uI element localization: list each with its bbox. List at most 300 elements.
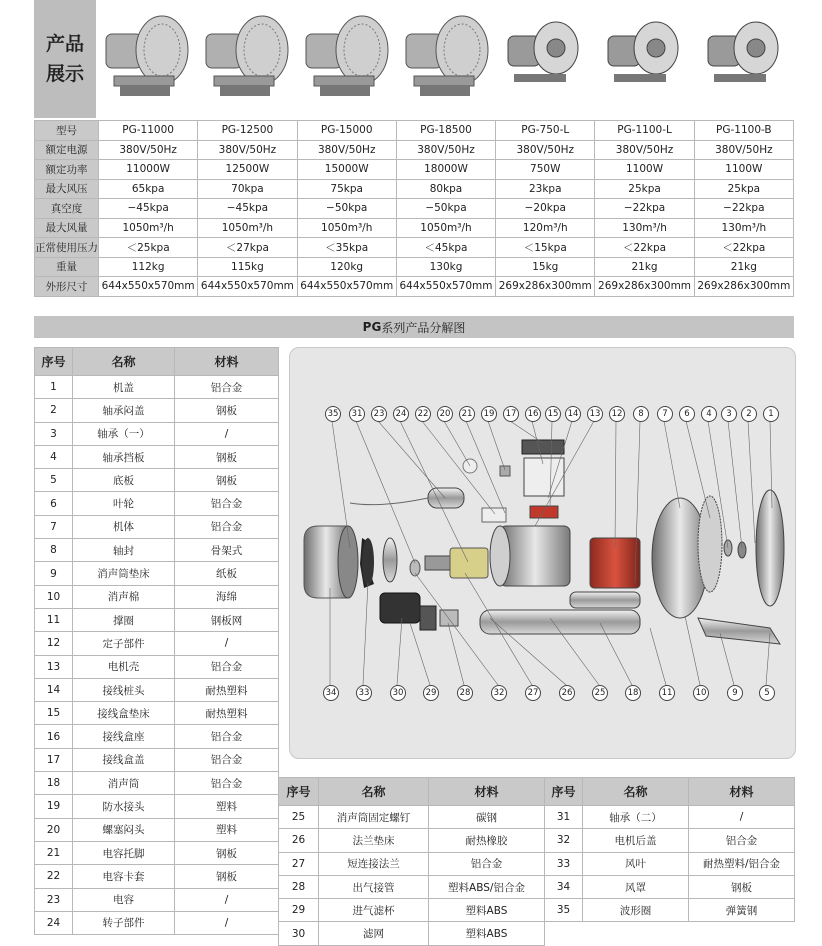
label-line2: 展示 [45,63,84,85]
spec-cell: ＜22kpa [694,238,793,258]
spec-row [35,140,794,160]
spec-cell: 130m³/h [694,218,793,238]
callout-label: 26 [559,685,575,701]
spec-cell: PG-1100-L [595,121,694,141]
part-name: 电容卡套 [73,865,175,888]
parts-row [279,875,545,898]
part-no: 12 [35,632,73,655]
filter-mesh [420,606,436,630]
parts-row [279,829,545,852]
part-material: / [689,806,795,829]
spec-cell: 1050m³/h [396,218,495,238]
spec-cell: PG-1100-B [694,121,793,141]
parts-row [545,899,795,922]
spec-cell: ＜45kpa [396,238,495,258]
part-material: 钢板网 [175,608,279,631]
spec-cell: 380V/50Hz [99,140,198,160]
part-name: 滤网 [319,922,429,945]
part-no: 34 [545,875,583,898]
part-material: 铝合金 [175,376,279,399]
header-no: 序号 [545,778,583,806]
parts-row [35,469,279,492]
spec-cell: 1050m³/h [99,218,198,238]
parts-row [35,795,279,818]
part-no: 10 [35,585,73,608]
parts-row [35,655,279,678]
junction-box-base [524,458,564,496]
part-no: 31 [545,806,583,829]
part-no: 16 [35,725,73,748]
spec-cell: PG-15000 [297,121,396,141]
spec-cell: 1100W [694,160,793,180]
part-material: 铝合金 [429,852,545,875]
parts-table-left [34,347,279,935]
part-material: 铝合金 [175,515,279,538]
section-title-prefix: PG [362,320,382,334]
callout-label: 11 [659,685,675,701]
part-no: 4 [35,445,73,468]
fan-blades [360,538,374,588]
spec-row [35,238,794,258]
label-line1: 产品 [45,33,84,55]
part-no: 2 [35,399,73,422]
exploded-diagram [289,347,796,759]
part-no: 20 [35,818,73,841]
callout-label: 24 [393,406,409,422]
spec-row-label: 型号 [35,121,99,141]
part-no: 24 [35,911,73,934]
spec-cell: ＜27kpa [198,238,297,258]
part-name: 撑圈 [73,608,175,631]
impeller [698,496,722,592]
part-material: 耐热塑料 [175,678,279,701]
part-material: 塑料ABS [429,899,545,922]
parts-row [35,888,279,911]
spec-cell: 11000W [99,160,198,180]
part-name: 接线盒垫床 [73,702,175,725]
spec-cell: ＜35kpa [297,238,396,258]
part-name: 消声筒 [73,772,175,795]
part-material: 钢板 [175,469,279,492]
part-name: 轴承挡板 [73,445,175,468]
parts-row [35,841,279,864]
callout-label: 10 [693,685,709,701]
part-name: 轴承（二） [583,806,689,829]
header-material: 材料 [175,348,279,376]
part-material: 塑料 [175,818,279,841]
product-image [598,6,694,110]
part-name: 螺塞闷头 [73,818,175,841]
spec-cell: PG-11000 [99,121,198,141]
spec-cell: 1050m³/h [297,218,396,238]
spec-cell: PG-750-L [496,121,595,141]
part-no: 32 [545,829,583,852]
parts-row [545,852,795,875]
part-no: 1 [35,376,73,399]
part-name: 风罩 [583,875,689,898]
part-no: 7 [35,515,73,538]
callout-label: 13 [587,406,603,422]
part-material: / [175,632,279,655]
fan-cover-rim [338,526,358,598]
part-no: 26 [279,829,319,852]
part-no: 23 [35,888,73,911]
part-no: 29 [279,899,319,922]
spec-cell: 380V/50Hz [496,140,595,160]
spec-row [35,199,794,219]
part-name: 波形圈 [583,899,689,922]
spec-cell: 269x286x300mm [595,277,694,297]
callout-label: 1 [763,406,779,422]
part-name: 消声筒固定螺钉 [319,806,429,829]
callout-label: 32 [491,685,507,701]
part-name: 接线盒盖 [73,748,175,771]
part-name: 消声棉 [73,585,175,608]
section-title-bar [34,316,794,338]
part-name: 轴封 [73,539,175,562]
product-image [698,6,794,110]
header-material: 材料 [429,778,545,806]
parts-row [545,875,795,898]
callout-label: 20 [437,406,453,422]
callout-label: 3 [721,406,737,422]
spec-cell: 21kg [595,257,694,277]
parts-row [35,865,279,888]
part-name: 电容 [73,888,175,911]
part-no: 22 [35,865,73,888]
part-material: 钢板 [175,445,279,468]
spec-row [35,218,794,238]
spec-row-label: 正常使用压力 [35,238,99,258]
parts-row [35,608,279,631]
part-material: / [175,888,279,911]
part-name: 轴承（一） [73,422,175,445]
spec-cell: 65kpa [99,179,198,199]
spec-cell: −45kpa [99,199,198,219]
part-material: 纸板 [175,562,279,585]
callout-label: 14 [565,406,581,422]
spec-cell: 269x286x300mm [694,277,793,297]
spec-cell: 644x550x570mm [198,277,297,297]
part-material: 塑料 [175,795,279,818]
spec-cell: 269x286x300mm [496,277,595,297]
callout-label: 33 [356,685,372,701]
parts-row [35,585,279,608]
spec-row-label: 额定电源 [35,140,99,160]
spec-cell: 112kg [99,257,198,277]
callout-label: 31 [349,406,365,422]
spec-cell: ＜22kpa [595,238,694,258]
spec-cell: 18000W [396,160,495,180]
parts-row [35,376,279,399]
part-material: 耐热塑料 [175,702,279,725]
spec-cell: 644x550x570mm [396,277,495,297]
spec-row-label: 最大风量 [35,218,99,238]
part-material: 钢板 [175,865,279,888]
callout-label: 5 [759,685,775,701]
callout-label: 9 [727,685,743,701]
part-name: 出气接管 [319,875,429,898]
part-name: 法兰垫床 [319,829,429,852]
callout-label: 34 [323,685,339,701]
part-no: 18 [35,772,73,795]
part-no: 5 [35,469,73,492]
part-no: 25 [279,806,319,829]
spec-cell: 380V/50Hz [694,140,793,160]
spec-cell: 120m³/h [496,218,595,238]
part-material: 铝合金 [175,492,279,515]
spec-cell: 15000W [297,160,396,180]
spec-cell: 380V/50Hz [297,140,396,160]
parts-row [35,678,279,701]
header-name: 名称 [73,348,175,376]
part-no: 27 [279,852,319,875]
parts-row [35,492,279,515]
base-plate [698,618,780,644]
spec-cell: −45kpa [198,199,297,219]
spec-cell: 130m³/h [595,218,694,238]
spec-cell: 70kpa [198,179,297,199]
callout-label: 35 [325,406,341,422]
part-name: 机体 [73,515,175,538]
spec-row-label: 额定功率 [35,160,99,180]
spec-row-label: 真空度 [35,199,99,219]
spec-cell: 380V/50Hz [396,140,495,160]
product-showcase-label [34,0,96,118]
parts-row [35,818,279,841]
parts-row [35,725,279,748]
part-material: / [175,911,279,934]
capacitor-wire [350,498,428,505]
part-name: 定子部件 [73,632,175,655]
part-name: 接线桩头 [73,678,175,701]
spec-row [35,121,794,141]
part-material: 铝合金 [689,829,795,852]
callout-label: 4 [701,406,717,422]
parts-row [35,748,279,771]
capacitor [428,488,464,508]
callout-label: 2 [741,406,757,422]
callout-label: 12 [609,406,625,422]
part-material: 塑料ABS/铝合金 [429,875,545,898]
spec-cell: 80kpa [396,179,495,199]
callout-label: 27 [525,685,541,701]
spec-cell: 21kg [694,257,793,277]
spec-cell: ＜25kpa [99,238,198,258]
parts-row [35,445,279,468]
part-name: 转子部件 [73,911,175,934]
part-no: 35 [545,899,583,922]
callout-label: 29 [423,685,439,701]
parts-row [35,562,279,585]
spec-cell: 23kpa [496,179,595,199]
spec-row [35,257,794,277]
muffler-upper [570,592,640,608]
part-name: 风叶 [583,852,689,875]
header-no: 序号 [35,348,73,376]
spec-cell: ＜15kpa [496,238,595,258]
parts-row [35,539,279,562]
callout-label: 8 [633,406,649,422]
spec-cell: 75kpa [297,179,396,199]
spec-row-label: 重量 [35,257,99,277]
part-material: 钢板 [175,841,279,864]
part-material: 海绵 [175,585,279,608]
spec-row-label: 外形尺寸 [35,277,99,297]
callout-label: 25 [592,685,608,701]
spec-cell: 115kg [198,257,297,277]
spec-cell: 380V/50Hz [198,140,297,160]
part-name: 消声筒垫床 [73,562,175,585]
spec-cell: −22kpa [595,199,694,219]
terminal-block [530,506,558,518]
parts-row [35,515,279,538]
part-material: 碳钢 [429,806,545,829]
part-name: 进气滤杯 [319,899,429,922]
part-material: 铝合金 [175,748,279,771]
part-material: 钢板 [689,875,795,898]
part-name: 机盖 [73,376,175,399]
parts-row [279,922,545,945]
part-name: 叶轮 [73,492,175,515]
spec-cell: 1050m³/h [198,218,297,238]
part-no: 21 [35,841,73,864]
product-image [200,6,296,110]
part-no: 3 [35,422,73,445]
spec-cell: −50kpa [396,199,495,219]
spec-cell: PG-18500 [396,121,495,141]
part-name: 底板 [73,469,175,492]
callout-label: 17 [503,406,519,422]
callout-label: 21 [459,406,475,422]
part-material: 骨架式 [175,539,279,562]
parts-row [279,852,545,875]
motor-rear-cover [383,538,397,582]
spec-cell: 15kg [496,257,595,277]
part-material: 弹簧钢 [689,899,795,922]
spec-cell: 25kpa [694,179,793,199]
parts-row [35,422,279,445]
spec-row [35,277,794,297]
parts-table-mid [278,777,545,946]
part-name: 接线盒座 [73,725,175,748]
part-name: 电机壳 [73,655,175,678]
part-name: 电机后盖 [583,829,689,852]
parts-row [545,829,795,852]
parts-row [35,632,279,655]
header-name: 名称 [319,778,429,806]
part-material: 耐热塑料/铝合金 [689,852,795,875]
parts-row [35,702,279,725]
parts-table-right [544,777,795,922]
callout-label: 16 [525,406,541,422]
callout-label: 19 [481,406,497,422]
product-image [300,6,396,110]
callout-label: 7 [657,406,673,422]
part-material: 耐热橡胶 [429,829,545,852]
part-no: 11 [35,608,73,631]
part-no: 9 [35,562,73,585]
callout-label: 30 [390,685,406,701]
parts-row [545,806,795,829]
inlet-filter [380,593,420,623]
callout-label: 15 [545,406,561,422]
junction-box-cover [522,440,564,454]
part-no: 13 [35,655,73,678]
part-no: 17 [35,748,73,771]
part-no: 8 [35,539,73,562]
spec-cell: 130kg [396,257,495,277]
header-name: 名称 [583,778,689,806]
outlet-pipe [440,610,458,626]
part-material: 钢板 [175,399,279,422]
callout-label: 6 [679,406,695,422]
parts-row [35,911,279,934]
motor-housing-end [490,526,510,586]
spec-row [35,160,794,180]
header-material: 材料 [689,778,795,806]
part-material: 铝合金 [175,655,279,678]
part-material: 塑料ABS [429,922,545,945]
product-image [100,6,196,110]
part-no: 33 [545,852,583,875]
spec-row-label: 最大风压 [35,179,99,199]
spec-cell: 644x550x570mm [99,277,198,297]
spec-cell: −20kpa [496,199,595,219]
callout-label: 28 [457,685,473,701]
part-no: 15 [35,702,73,725]
part-no: 14 [35,678,73,701]
spec-table [34,120,794,297]
part-no: 19 [35,795,73,818]
part-name: 电容托脚 [73,841,175,864]
part-no: 28 [279,875,319,898]
part-no: 6 [35,492,73,515]
header-no: 序号 [279,778,319,806]
spec-cell: 25kpa [595,179,694,199]
part-no: 30 [279,922,319,945]
parts-row [279,899,545,922]
spec-cell: 1100W [595,160,694,180]
rotor-core [450,548,488,578]
callout-label: 22 [415,406,431,422]
part-material: 铝合金 [175,772,279,795]
callout-label: 18 [625,685,641,701]
capacitor-bracket [482,508,506,522]
part-name: 短连接法兰 [319,852,429,875]
spec-cell: −50kpa [297,199,396,219]
spec-row [35,179,794,199]
section-title: 系列产品分解图 [381,320,466,335]
part-name: 防水接头 [73,795,175,818]
part-material: / [175,422,279,445]
callout-label: 23 [371,406,387,422]
part-material: 铝合金 [175,725,279,748]
parts-row [279,806,545,829]
spec-cell: 380V/50Hz [595,140,694,160]
spec-cell: 644x550x570mm [297,277,396,297]
spec-cell: PG-12500 [198,121,297,141]
spec-cell: −22kpa [694,199,793,219]
spec-cell: 750W [496,160,595,180]
waterproof-joint [500,466,510,476]
spec-cell: 120kg [297,257,396,277]
parts-row [35,772,279,795]
product-image [400,6,496,110]
part-name: 轴承闷盖 [73,399,175,422]
blower-cover [756,490,784,606]
bearing-1 [738,542,746,558]
